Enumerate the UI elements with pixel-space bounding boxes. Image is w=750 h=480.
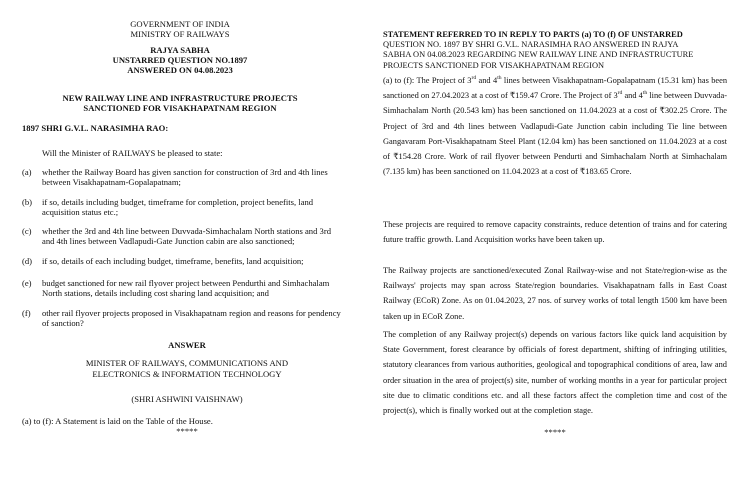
question-header: [22, 45, 338, 76]
end-stars: *****: [544, 427, 566, 437]
statement-paragraph-2: These projects are required to remove capacity constraints, reduce detention of trains and for catering future traffic growth. Land Acquisition works have been taken up.: [383, 220, 727, 245]
question-text: budget sanctioned for new rail flyover project between Pendurthi and Simhachalam North stations, details including cost sharing land acquisition; and: [42, 278, 330, 299]
ministry-line: MINISTRY OF RAILWAYS: [130, 29, 230, 40]
question-text: if so, details of each including budget, timeframe, benefits, land acquisition;: [42, 256, 304, 266]
government-header: [22, 19, 338, 39]
question-item-d: [22, 256, 342, 266]
statement-line-4: PROJECTS SANCTIONED FOR VISAKHAPATNAM REGION: [383, 60, 605, 70]
question-label: (b): [22, 197, 33, 207]
question-label: (d): [22, 256, 33, 266]
question-item-f: [22, 308, 342, 328]
question-number: UNSTARRED QUESTION NO.1897: [112, 55, 248, 66]
minister-name: (SHRI ASHWINI VAISHNAW): [131, 394, 243, 404]
question-text: if so, details including budget, timeframe for completion, project benefits, land acquisition status etc.;: [42, 197, 314, 218]
reply-text: (a) to (f): A Statement is laid on the Table of the House.: [22, 416, 213, 426]
question-item-a: [22, 167, 342, 187]
statement-heading: [383, 30, 727, 71]
answer-heading: ANSWER: [168, 340, 206, 350]
question-title: [22, 93, 338, 113]
question-text: whether the Railway Board has given sanction for construction of 3rd and 4th lines between Visakhapatnam-Gopalapatnam;: [42, 167, 328, 188]
title-line-2: SANCTIONED FOR VISAKHAPATNAM REGION: [83, 103, 277, 114]
statement-line-2: QUESTION NO. 1897 BY SHRI G.V.L. NARASIMHA RAO ANSWERED IN RAJYA: [383, 40, 679, 50]
question-item-b: [22, 197, 342, 217]
title-line-1: NEW RAILWAY LINE AND INFRASTRUCTURE PROJECTS: [62, 93, 298, 103]
question-text: whether the 3rd and 4th line between Duvvada-Simhachalam North stations and 3rd and 4th lines between Vadlapudi-Gate Junction cabin are also sanctioned;: [42, 226, 332, 247]
end-stars: *****: [176, 426, 198, 436]
question-item-c: [22, 226, 342, 246]
statement-line-1: STATEMENT REFERRED TO IN REPLY TO PARTS (a) TO (f) OF UNSTARRED: [383, 30, 683, 39]
minister-line-1: MINISTER OF RAILWAYS, COMMUNICATIONS AND: [85, 358, 289, 368]
statement-paragraph-4: The completion of any Railway project(s) depends on various factors like quick land acquisition by State Government, forest clearance by officials of forest department, shifting of infringing utilities, statutory clearances from various authorities, geological and topographical conditions of area, law and order situation in the area of project(s) site, number of working months in a year for particular project site due to climatic conditions etc. and all these factors affect the completion time and cost of the project(s), which is finally worked out at the completion stage.: [383, 330, 727, 416]
statement-line-3: SABHA ON 04.08.2023 REGARDING NEW RAILWAY LINE AND INFRASTRUCTURE: [383, 50, 694, 60]
minister-title: [22, 358, 352, 379]
house-line: RAJYA SABHA: [150, 45, 210, 55]
statement-paragraph-3: The Railway projects are sanctioned/executed Zonal Railway-wise and not State/region-wise as the Railways' projects may span across State/region boundaries. Visakhapatnam falls in East Coast Railway (ECoR) Zone. As on 01.04.2023, 27 nos. of survey works of total length 1500 km have been taken up in ECoR Zone.: [383, 266, 727, 321]
statement-paragraph-1: (a) to (f): The Project of 3rd and 4th lines between Visakhapatnam-Gopalapatnam (15.31 km) has been sanctioned on 27.04.2023 at a cost of ₹159.47 Crore. The Project of 3rd and 4th line between Duvvada-Simhachalam North (20.543 km) has been sanctioned on 11.04.2023 at a cost of ₹302.25 Crore. The Project of 3rd and 4th lines between Vadlapudi-Gate Junction cabin including Tie line between Gangavaram Port-Visakhapatnam Steel Plant (12.04 km) has been sanctioned on 11.04.2023 at a cost of ₹154.28 Crore. Work of rail flyover between Pendurti and Simhachalam North at Simhachalam (7.135 km) has been sanctioned on 11.04.2023 at a cost of ₹183.65 Crore.: [383, 75, 728, 177]
gov-line: GOVERNMENT OF INDIA: [130, 19, 230, 29]
question-label: (a): [22, 167, 32, 177]
question-label: (f): [22, 308, 31, 318]
minister-line-2: ELECTRONICS & INFORMATION TECHNOLOGY: [92, 368, 282, 379]
asker-name: 1897 SHRI G.V.L. NARASIMHA RAO:: [22, 123, 169, 133]
question-label: (e): [22, 278, 32, 288]
answered-date: ANSWERED ON 04.08.2023: [127, 65, 233, 76]
question-column: [22, 0, 350, 480]
question-text: other rail flyover projects proposed in Visakhapatnam region and reasons for pendency of sanction?: [42, 308, 341, 329]
question-intro: Will the Minister of RAILWAYS be pleased to state:: [42, 148, 223, 158]
question-item-e: [22, 278, 342, 298]
statement-column: [383, 0, 727, 480]
question-label: (c): [22, 226, 32, 236]
